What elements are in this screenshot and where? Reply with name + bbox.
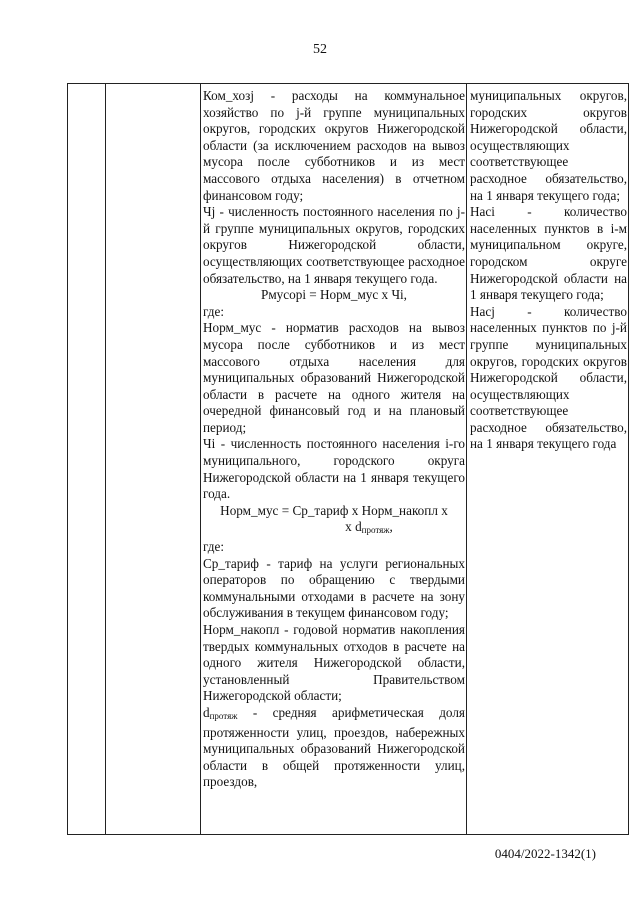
paragraph-sr-tarif: Ср_тариф - тариф на услуги региональных операторов по обращению с твердыми коммунальными отходами в расчете на зону обслуживания в текущем финансовом году; — [203, 555, 465, 621]
document-code: 0404/2022-1342(1) — [494, 846, 596, 861]
paragraph-kom-hoz: Ком_хозj - расходы на коммунальное хозяйство по j-й группе муниципальных округов, городских округов Нижегородской области (за исключением расходов на вывоз мусора после субботников и из мест массового отдыха населения) в отчетном финансовом году; — [203, 88, 465, 203]
paragraph-norm-nakopl: Норм_накопл - годовой норматив накопления твердых коммунальных отходов в расчете на одного жителя Нижегородской области, установленный Правительством Нижегородской области; — [203, 622, 465, 704]
page-number: 52 — [313, 42, 327, 57]
where-label: где: — [203, 303, 224, 319]
paragraph-norm-mus: Норм_мус - норматив расходов на вывоз мусора после субботников и из мест массового отдыха населения для муниципальных образований Нижегородской области в расчете на одного жителя на очередной финансовый год и на плановый период; — [203, 320, 465, 435]
column-divider — [105, 84, 106, 834]
paragraph-nas-i: Насi - количество населенных пунктов в i-м муниципальном округе, городском округе Нижегородской области на 1 января текущего года; — [470, 204, 627, 303]
paragraph-chj: Чj - численность постоянного населения по j-й группе муниципальных округов, городских округов Нижегородской области, осуществляющих соответствующее расходное обязательство, на 1 января текущего года. — [203, 204, 465, 286]
formula-norm-mus: Норм_мус = Ср_тариф х Норм_накопл х — [220, 502, 448, 518]
paragraph-nas-j: Насj - количество населенных пунктов по j-й группе муниципальных округов, городских округов Нижегородской области, осуществляющих соответствующее расходное обязательство, на 1 января текущего года — [470, 303, 627, 452]
right-text-column — [470, 88, 627, 453]
formula-rmusor: Рмусорi = Норм_мус х Чi, — [261, 287, 407, 303]
formula-norm-mus-tail: х $d_{протяж}$, — [345, 519, 393, 536]
where-label: где: — [203, 539, 224, 555]
content-table — [67, 83, 629, 835]
paragraph-d-protyazh: $d_{протяж}$ - средняя арифметическая доля протяженности улиц, проездов, набережных муниципальных образований Нижегородской области в общей протяженности улиц, проездов, — [203, 704, 465, 790]
paragraph-chi: Чi - численность постоянного населения i-го муниципального, городского округа Нижегородской области на 1 января текущего года. — [203, 436, 465, 502]
paragraph-continuation: муниципальных округов, городских округов Нижегородской области, осуществляющих соответствующее расходное обязательство, на 1 января текущего года; — [470, 88, 627, 203]
column-divider — [200, 84, 201, 834]
main-text-column — [203, 88, 465, 791]
column-divider — [466, 84, 467, 834]
